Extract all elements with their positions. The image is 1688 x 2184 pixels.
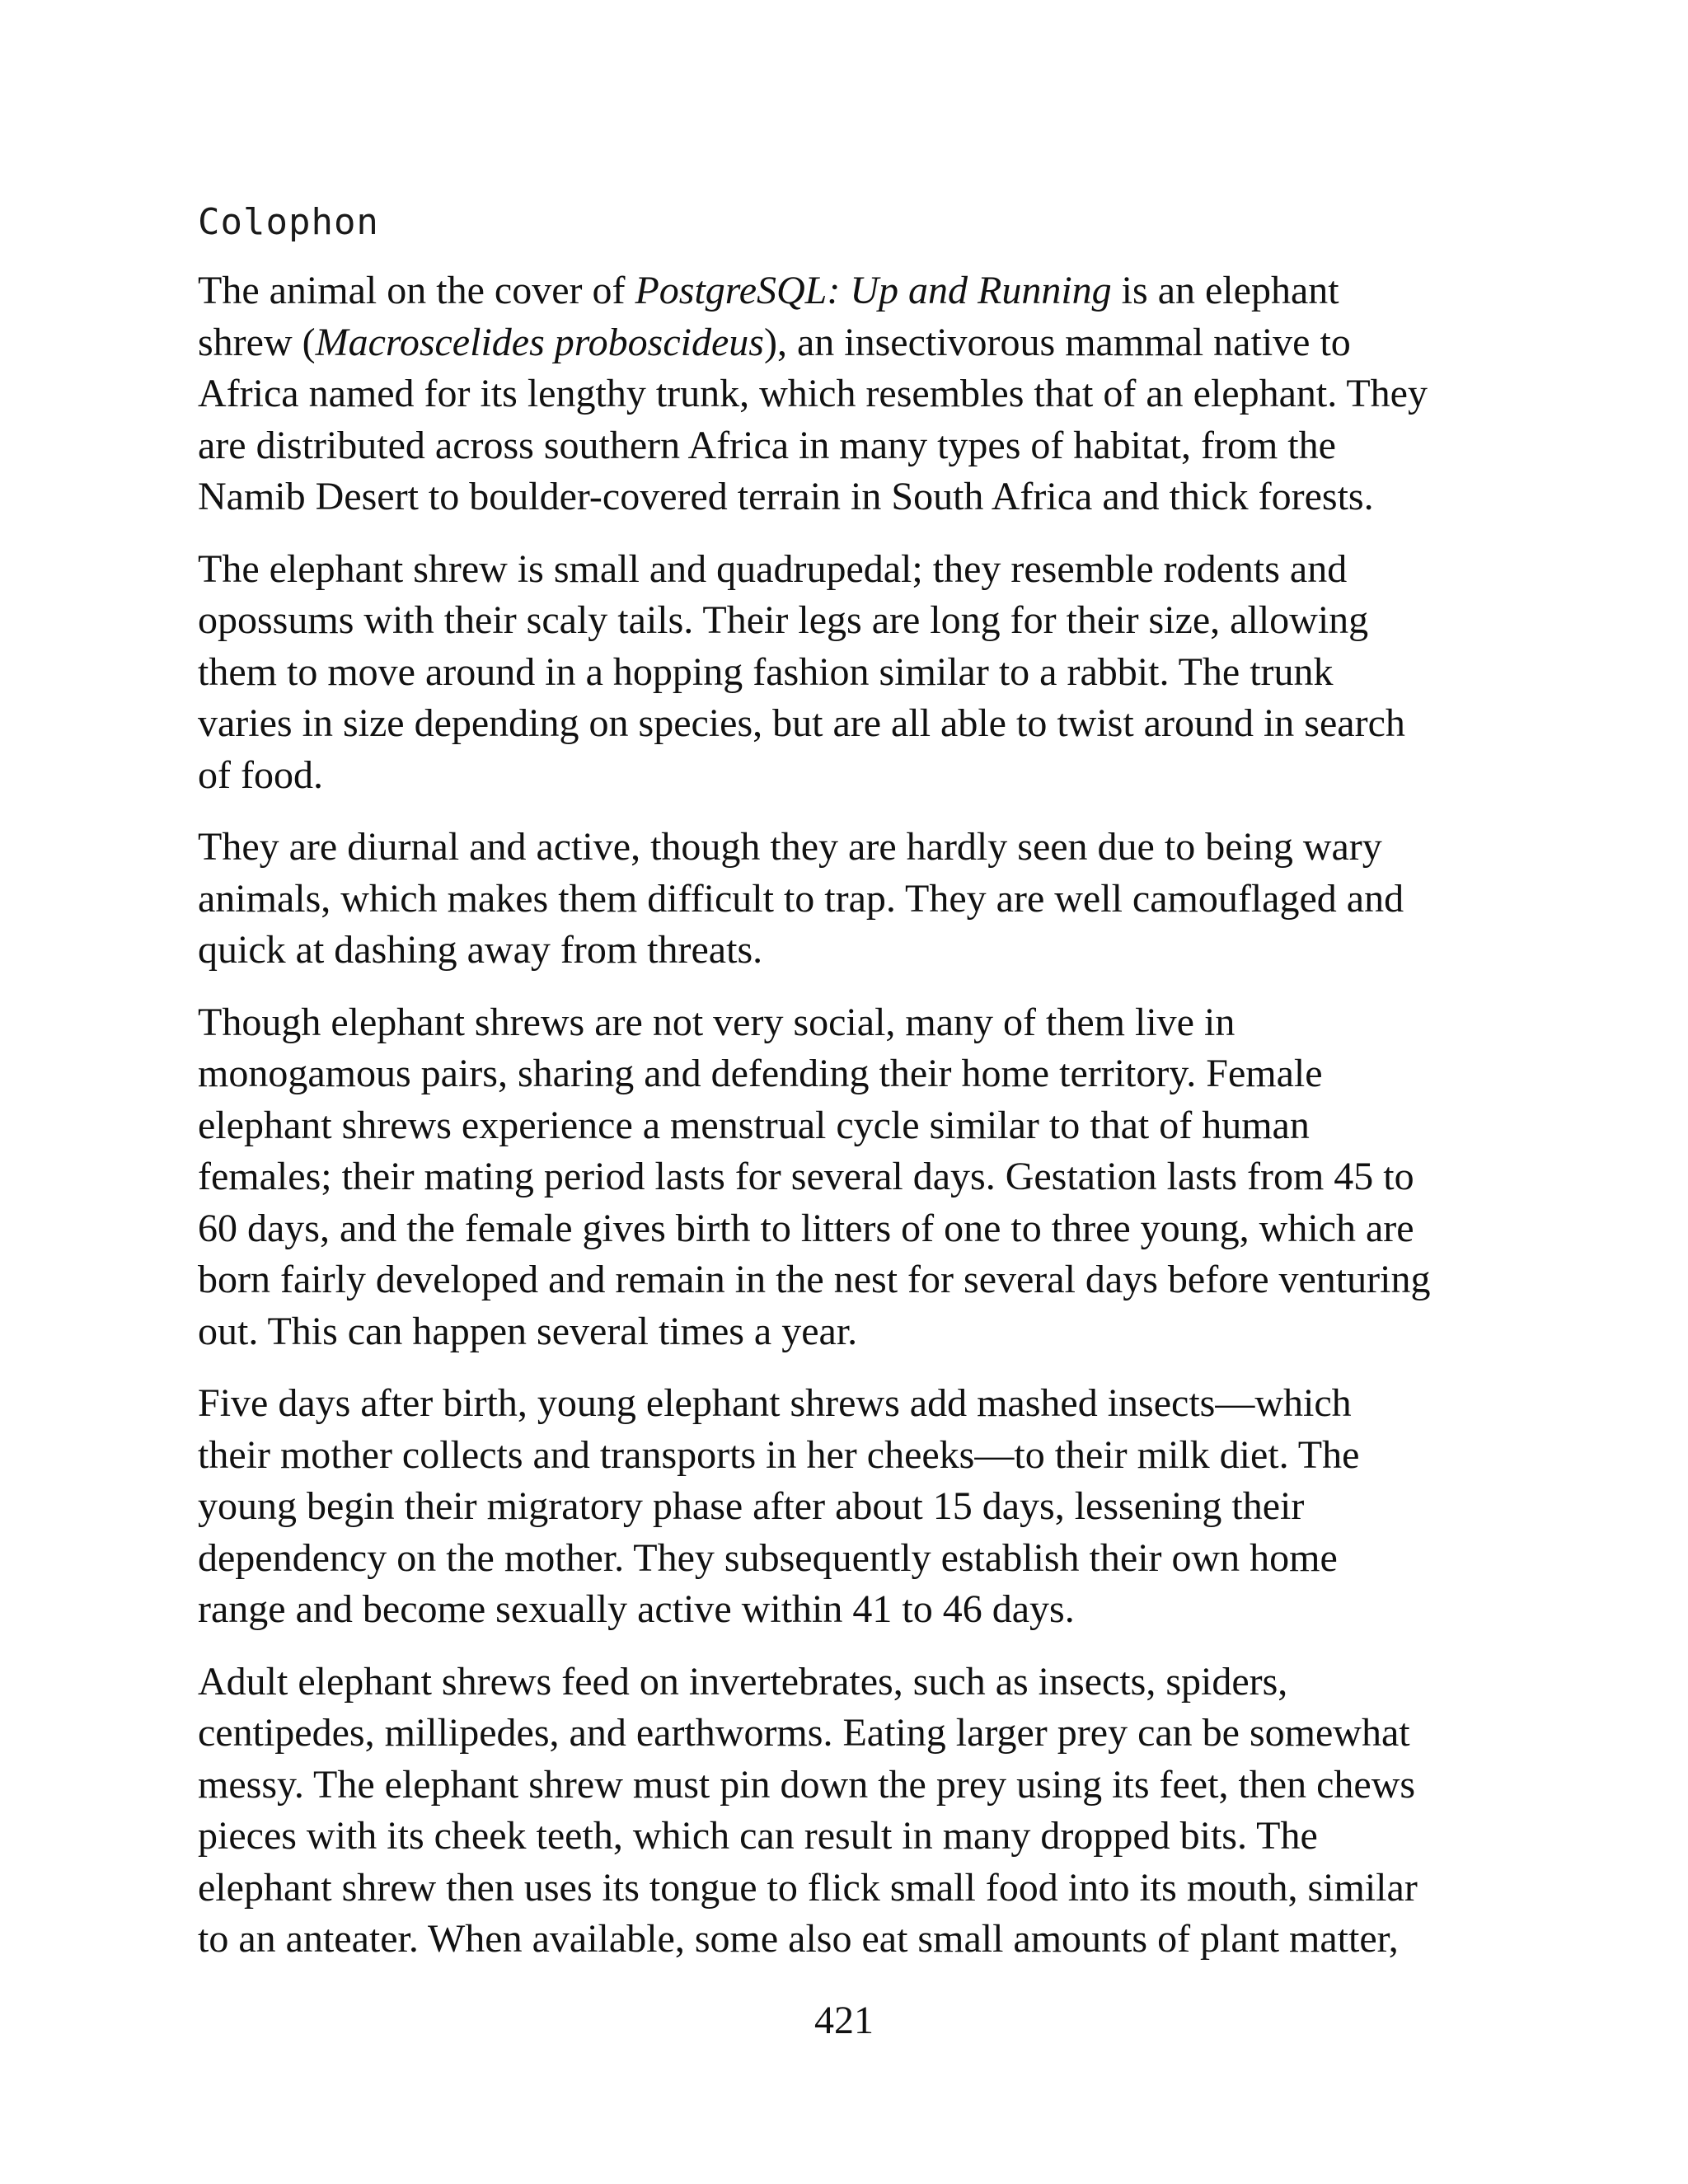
paragraph [198, 265, 1508, 523]
text-line [198, 647, 1508, 699]
text-line [198, 471, 1508, 523]
text-line [198, 1533, 1508, 1585]
text-line [198, 1863, 1508, 1915]
text-run: Africa named for its lengthy trunk, which resembles that of an elephant. They [198, 372, 1428, 415]
text-run: pieces with its cheek teeth, which can result in many dropped bits. The [198, 1814, 1318, 1858]
text-line [198, 265, 1508, 317]
text-run: elephant shrew then uses its tongue to flick small food into its mouth, similar [198, 1865, 1418, 1910]
text-run: range and become sexually active within 41 to 46 days. [198, 1587, 1075, 1631]
text-line [198, 1151, 1508, 1203]
text-line [198, 1811, 1508, 1863]
paragraph [198, 997, 1508, 1358]
paragraph [198, 822, 1508, 977]
text-run: shrew ( [198, 320, 316, 364]
text-run: Namib Desert to boulder-covered terrain in South Africa and thick forests. [198, 475, 1374, 518]
text-run: young begin their migratory phase after about 15 days, lessening their [198, 1484, 1305, 1528]
text-line [198, 698, 1508, 750]
text-run: elephant shrews experience a menstrual cycle similar to that of human [198, 1103, 1310, 1147]
text-run: The animal on the cover of [198, 269, 635, 312]
text-line [198, 1048, 1508, 1100]
text-line [198, 1760, 1508, 1811]
text-run: Five days after birth, young elephant shrews add mashed insects—which [198, 1381, 1352, 1425]
text-run: 60 days, and the female gives birth to litters of one to three young, which are [198, 1206, 1414, 1250]
text-line [198, 1584, 1508, 1636]
text-line [198, 750, 1508, 802]
text-line [198, 925, 1508, 977]
section-heading: Colophon [198, 201, 379, 243]
text-line [198, 595, 1508, 647]
body-text [198, 265, 1508, 1986]
text-line [198, 1254, 1508, 1306]
text-line [198, 874, 1508, 926]
text-run: quick at dashing away from threats. [198, 928, 763, 972]
text-run: opossums with their scaly tails. Their legs are long for their size, allowing [198, 598, 1369, 642]
text-line [198, 368, 1508, 420]
text-line [198, 1708, 1508, 1760]
text-run: females; their mating period lasts for several days. Gestation lasts from 45 to [198, 1155, 1414, 1198]
text-run: centipedes, millipedes, and earthworms. Eating larger prey can be somewhat [198, 1711, 1410, 1755]
text-run: Though elephant shrews are not very social, many of them live in [198, 1000, 1236, 1044]
text-run: They are diurnal and active, though they are hardly seen due to being wary [198, 825, 1382, 869]
page-number: 421 [814, 1999, 874, 2042]
text-run: messy. The elephant shrew must pin down the prey using its feet, then chews [198, 1762, 1416, 1807]
text-line [198, 1657, 1508, 1708]
text-run: animals, which makes them difficult to trap. They are well camouflaged and [198, 876, 1404, 921]
text-run: of food. [198, 752, 323, 797]
text-run: varies in size depending on species, but are all able to twist around in search [198, 701, 1405, 745]
text-run: The elephant shrew is small and quadrupedal; they resemble rodents and [198, 546, 1348, 591]
text-run: dependency on the mother. They subsequently establish their own home [198, 1535, 1338, 1580]
paragraph [198, 1657, 1508, 1966]
text-line [198, 822, 1508, 874]
italic-text: Macroscelides proboscideus [315, 320, 764, 364]
text-line [198, 1306, 1508, 1358]
text-line [198, 1914, 1508, 1966]
text-run: ), an insectivorous mammal native to [763, 320, 1351, 364]
text-run: monogamous pairs, sharing and defending their home territory. Female [198, 1052, 1323, 1095]
text-run: are distributed across southern Africa in many types of habitat, from the [198, 423, 1336, 467]
text-line [198, 1481, 1508, 1533]
text-run: to an anteater. When available, some also eat small amounts of plant matter, [198, 1917, 1399, 1961]
text-line [198, 317, 1508, 369]
text-line [198, 1430, 1508, 1482]
text-line [198, 1378, 1508, 1430]
text-run: is an elephant [1111, 269, 1339, 312]
text-run: out. This can happen several times a year. [198, 1309, 858, 1353]
paragraph [198, 1378, 1508, 1636]
text-line [198, 1100, 1508, 1152]
text-run: born fairly developed and remain in the nest for several days before venturing [198, 1258, 1431, 1301]
text-line [198, 544, 1508, 596]
text-line [198, 1203, 1508, 1255]
text-line [198, 420, 1508, 472]
text-line [198, 997, 1508, 1049]
italic-text: PostgreSQL: Up and Running [635, 269, 1112, 312]
paragraph [198, 544, 1508, 802]
text-run: their mother collects and transports in her cheeks—to their milk diet. The [198, 1432, 1360, 1477]
text-run: them to move around in a hopping fashion similar to a rabbit. The trunk [198, 649, 1334, 694]
text-run: Adult elephant shrews feed on invertebrates, such as insects, spiders, [198, 1659, 1288, 1704]
